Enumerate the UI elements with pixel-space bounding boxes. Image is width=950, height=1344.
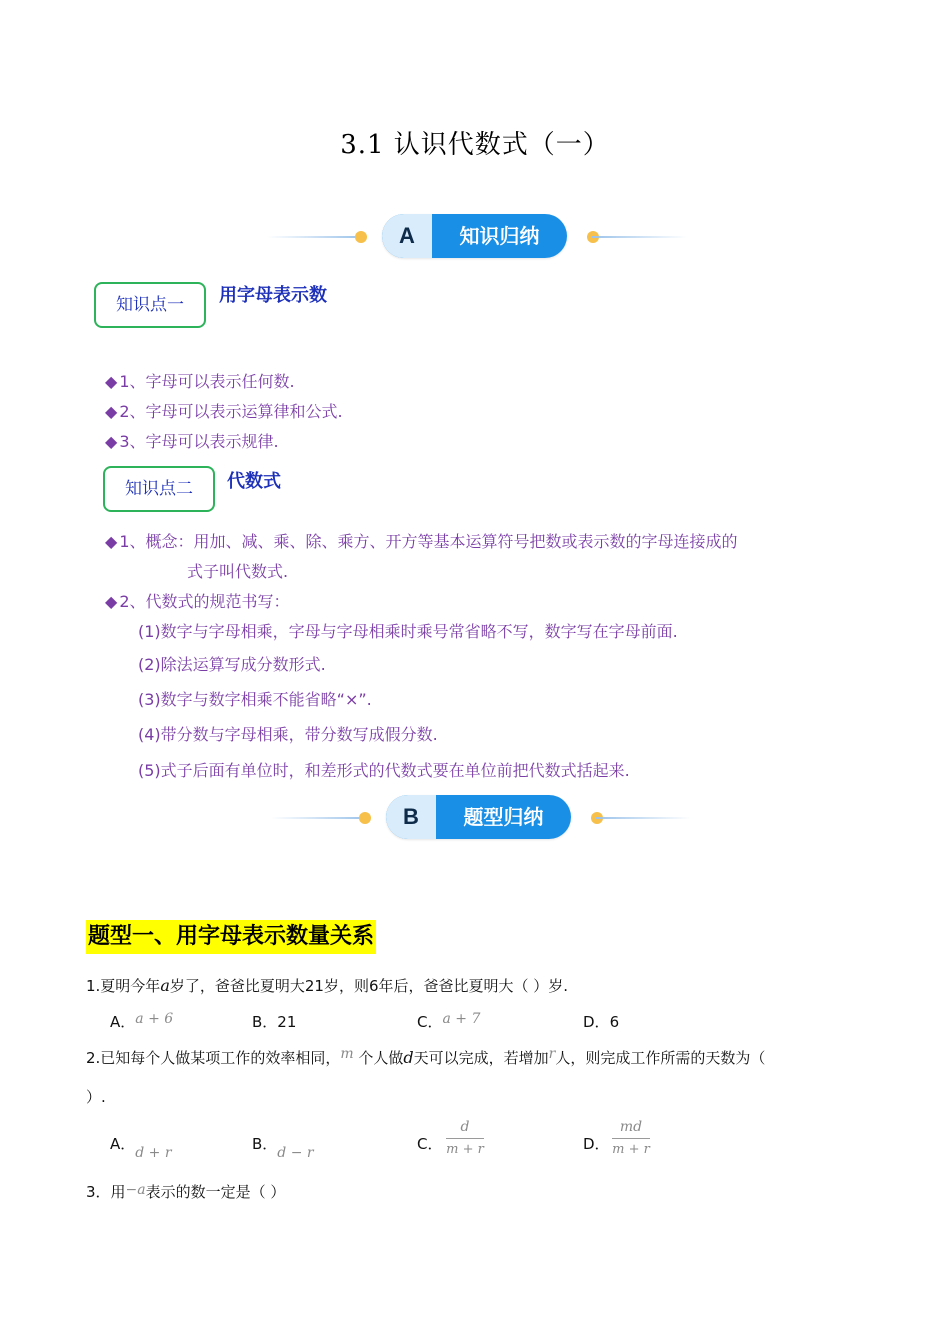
q2-option-d-label[interactable]: D． — [583, 1135, 610, 1153]
item-text: 1、字母可以表示任何数. — [119, 372, 295, 391]
section-banner-a — [267, 212, 687, 262]
banner-pill — [386, 795, 571, 839]
rule-2: (2)除法运算写成分数形式. — [138, 655, 326, 674]
kp2-item-2 — [105, 589, 290, 612]
page-title: 3.1 认识代数式（一） — [340, 130, 610, 160]
option-label: C． — [417, 1013, 443, 1031]
banner-letter: A — [382, 214, 432, 258]
rule-1: (1)数字与字母相乘，字母与字母相乘时乘号常省略不写，数字写在字母前面. — [138, 622, 678, 641]
banner-pill — [382, 214, 567, 258]
fraction-denominator: m + r — [446, 1142, 484, 1157]
q2-option-c-fraction — [446, 1118, 484, 1159]
q3-text-post: 表示的数一定是（ ） — [145, 1183, 286, 1201]
kp2-item-1-cont: 式子叫代数式. — [187, 562, 289, 581]
q2-var-m: m — [340, 1046, 354, 1062]
option-text: 21 — [277, 1013, 297, 1031]
q1-option-b[interactable] — [252, 1011, 296, 1032]
kp1-item-2 — [105, 399, 343, 422]
banner-line-left — [271, 817, 366, 819]
option-expr: d + r — [135, 1145, 172, 1161]
fraction-numerator: d — [460, 1119, 470, 1135]
rule-5: (5)式子后面有单位时，和差形式的代数式要在单位前把代数式括起来. — [138, 761, 630, 780]
q1-option-a[interactable] — [110, 1011, 173, 1032]
option-label: B． — [252, 1013, 278, 1031]
fraction-numerator: md — [619, 1119, 643, 1135]
item-text: 1、概念：用加、减、乘、除、乘方、开方等基本运算符号把数或表示数的字母连接成的 — [119, 532, 738, 551]
item-text: 2、字母可以表示运算律和公式. — [119, 402, 343, 421]
banner-letter: B — [386, 795, 436, 839]
diamond-icon: ◆ — [105, 402, 118, 421]
fraction-denominator: m + r — [612, 1142, 650, 1157]
banner-label: 题型归纳 — [463, 805, 544, 829]
banner-label: 知识归纳 — [459, 224, 540, 248]
q1-option-c[interactable] — [417, 1011, 480, 1032]
banner-dot-left — [359, 812, 371, 824]
diamond-icon: ◆ — [105, 532, 118, 551]
banner-line-right — [592, 236, 687, 238]
q1-option-d[interactable] — [583, 1011, 619, 1032]
section-1-title: 题型一、用字母表示数量关系 — [86, 920, 376, 954]
option-label: A． — [110, 1013, 136, 1031]
q3-expr: −a — [125, 1182, 146, 1198]
question-1 — [86, 975, 568, 996]
item-text: 2、代数式的规范书写： — [119, 592, 290, 611]
knowledge-point-1-heading: 用字母表示数 — [219, 285, 327, 306]
option-expr: a + 7 — [442, 1011, 481, 1027]
option-text: 6 — [609, 1013, 620, 1031]
q1-text-post: 岁了，爸爸比夏明大21岁，则6年后，爸爸比夏明大（ ）岁. — [169, 977, 569, 995]
kp2-item-1 — [105, 529, 738, 552]
banner-dot-left — [355, 231, 367, 243]
question-3 — [86, 1181, 285, 1202]
knowledge-point-2-heading: 代数式 — [227, 471, 281, 492]
q2-text-3: 天可以完成，若增加 — [413, 1049, 549, 1067]
diamond-icon: ◆ — [105, 432, 118, 451]
q3-text-pre: 3．用 — [86, 1183, 126, 1201]
diamond-icon: ◆ — [105, 372, 118, 391]
option-expr: a + 6 — [135, 1011, 174, 1027]
q2-text-4: 人，则完成工作所需的天数为（ — [555, 1049, 766, 1067]
q2-option-a[interactable] — [110, 1133, 172, 1161]
section-banner-b — [271, 793, 691, 843]
kp1-item-3 — [105, 429, 279, 452]
q2-option-d-fraction — [612, 1118, 650, 1159]
knowledge-point-2-box: 知识点二 — [103, 466, 215, 512]
option-label: B． — [252, 1135, 278, 1153]
banner-line-right — [596, 817, 691, 819]
knowledge-point-1-box: 知识点一 — [94, 282, 206, 328]
option-label: A． — [110, 1135, 136, 1153]
option-expr: d − r — [277, 1145, 314, 1161]
q2-option-c-label[interactable]: C． — [417, 1135, 443, 1153]
rule-4: (4)带分数与字母相乘，带分数写成假分数. — [138, 725, 438, 744]
q2-var-r: r — [548, 1046, 556, 1062]
question-2 — [86, 1047, 765, 1068]
q2-var-d: d — [403, 1048, 414, 1067]
q1-text-pre: 1.夏明今年 — [86, 977, 161, 995]
q2-text-1: 2.已知每个人做某项工作的效率相同， — [86, 1049, 341, 1067]
diamond-icon: ◆ — [105, 592, 118, 611]
rule-3: (3)数字与数字相乘不能省略“×”. — [138, 690, 372, 709]
q2-text-2: 个人做 — [353, 1049, 404, 1067]
fraction-bar — [612, 1138, 650, 1139]
q1-var: a — [160, 976, 170, 995]
option-label: D． — [583, 1013, 610, 1031]
question-2-cont: ）. — [86, 1088, 106, 1106]
kp1-item-1 — [105, 369, 295, 392]
item-text: 3、字母可以表示规律. — [119, 432, 279, 451]
fraction-bar — [446, 1138, 484, 1139]
banner-line-left — [267, 236, 362, 238]
q2-option-b[interactable] — [252, 1133, 314, 1161]
